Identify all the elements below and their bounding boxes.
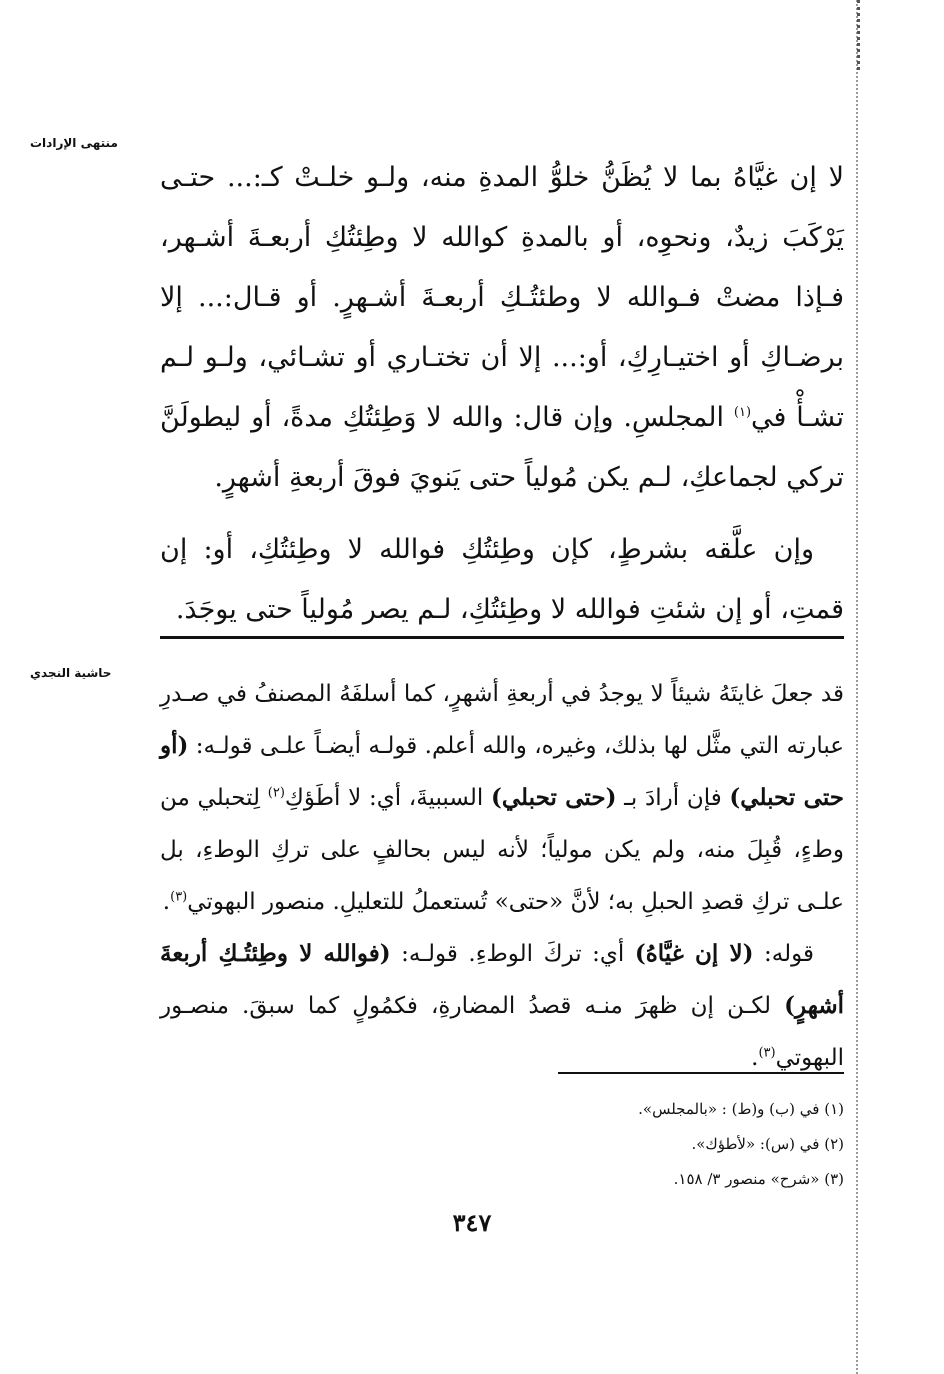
margin-label-main-text: منتهى الإرادات	[30, 136, 118, 150]
footnotes	[400, 1092, 844, 1197]
margin-label-commentary: حاشية النجدي	[30, 666, 112, 680]
commentary-1-text-3: السببيةَ، أي: لا أطَؤكِ	[284, 785, 491, 811]
footnote-ref-1: (١)	[733, 405, 752, 420]
footnote-ref-3b: (٣)	[758, 1045, 776, 1061]
section-divider	[160, 636, 844, 639]
commentary-2-text-1: قوله:	[753, 941, 814, 967]
binding-dotted-line	[856, 0, 858, 1374]
commentary-1-text-2: فإن أرادَ بـ	[616, 785, 730, 811]
commentary-paragraph-1	[160, 668, 844, 928]
commentary-2-text-4: .	[751, 1045, 759, 1071]
main-paragraph-1	[160, 148, 844, 508]
binding-dotted-line-top	[857, 0, 860, 70]
main-paragraph-2: وإن علَّقه بشرطٍ، كإن وطِئتُكِ فوالله لا وطِئتُكِ، أو: إن قمتِ، أو إن شئتِ فوالله لا وطِئتُكِ، لـم يصر مُولياً حتى يوجَدَ.	[160, 534, 844, 625]
footnote-ref-2: (٢)	[267, 785, 285, 801]
commentary-2-quote-1: (لا إن غيَّاهُ)	[634, 940, 754, 967]
commentary-2-text-3: لكـن إن ظهرَ منـه قصدُ المضارةِ، فكمُولٍ كما سبقَ. منصـور البهوتي	[160, 993, 844, 1071]
footnote-3: (٣) «شرح» منصور ٣/ ١٥٨.	[673, 1170, 844, 1188]
main-paragraph-1-text-b: المجلسِ. وإن قال: والله لا وَطِئتُكِ مدةً، أو ليطولَنَّ تركي لجماعكِ، لـم يكن مُولياً حتى يَنويَ فوقَ أربعةِ أشهرٍ.	[160, 402, 844, 493]
page-number: ٣٤٧	[452, 1208, 492, 1237]
commentary-1-text-4: لِتحبلي من وطءٍ، قُبِلَ منه، ولم يكن مولياً؛ لأنه ليس بحالفٍ على تركِ الوطءِ، بل علـى تركِ قصدِ الحبلِ به؛ لأنَّ «حتى» تُستعملُ للتعليلِ. منصور البهوتي	[160, 785, 844, 915]
footnote-divider	[558, 1072, 844, 1074]
main-paragraph-1-text-a: لا إن غيَّاهُ بما لا يُظَنُّ خلوُّ المدةِ منه، ولـو خلـتْ كـ:... حتـى يَرْكَبَ زيدٌ، ونحوِه، أو بالمدةِ كوالله لا وطِئتُكِ أربعـةَ أشـهر، فـإذا مضتْ فـوالله لا وطئتُـكِ أربعـةَ أشـهرٍ. أو قـال:... إلا برضـاكِ أو اختيـارِكِ، أو:... إلا أن تختـاري أو تشـائي، ولـو لـم تشـأْ في	[160, 162, 844, 433]
commentary-paragraph-2	[160, 928, 844, 1084]
commentary-2-text-2: أي: تركَ الوطءِ. قولـه:	[390, 941, 635, 967]
commentary-2-quote-2: (فوالله لا وطِئتُـكِ أربعةَ أشهرٍ)	[160, 940, 844, 1019]
footnote-2: (٢) في (س): «لأطؤك».	[691, 1135, 844, 1153]
commentary-1-quote-1: (أو حتى تحبلي)	[160, 732, 845, 811]
commentary-1-text-1: قد جعلَ غايتَهُ شيئاً لا يوجدُ في أربعةِ أشهرٍ، كما أسلفَهُ المصنفُ في صـدرِ عبارته التي مثَّل لها بذلك، وغيره، والله أعلم. قولـه أيضـاً علـى قولـه:	[160, 681, 844, 759]
main-text-block	[160, 148, 844, 640]
commentary-1-text-5: .	[162, 889, 171, 915]
footnote-1: (١) في (ب) و(ط) : «بالمجلس».	[638, 1100, 844, 1118]
commentary-block	[160, 668, 844, 1084]
commentary-1-quote-2: (حتى تحبلي)	[490, 784, 617, 811]
footnote-ref-3: (٣)	[170, 889, 188, 905]
